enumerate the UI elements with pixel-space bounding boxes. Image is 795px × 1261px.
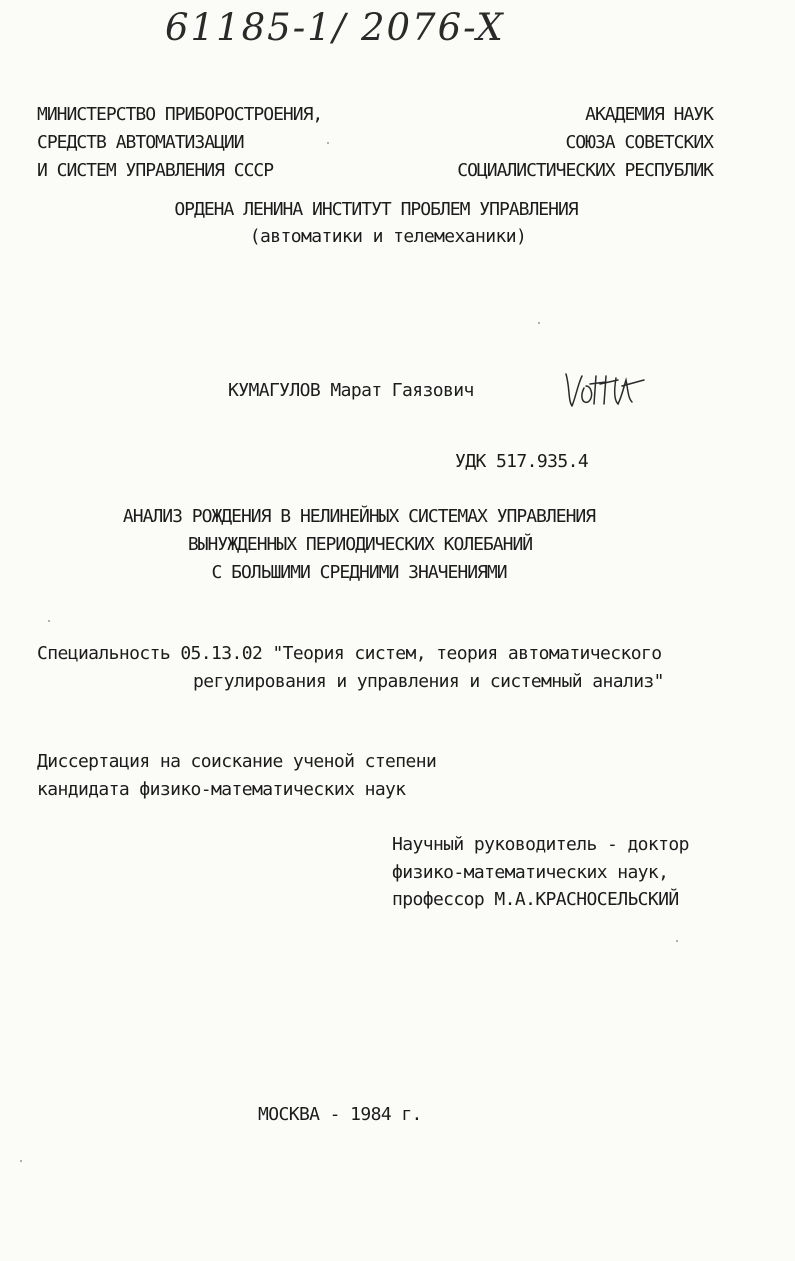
specialty-line-2: регулирования и управления и системный анализ"	[193, 671, 664, 692]
scan-speck	[327, 142, 329, 144]
dissertation-line-1: Диссертация на соискание ученой степени	[37, 751, 437, 772]
archive-mark: 61185-1/ 2076-X	[165, 6, 505, 49]
scan-speck	[676, 940, 678, 942]
left-org-line-1: МИНИСТЕРСТВО ПРИБОРОСТРОЕНИЯ,	[37, 104, 323, 125]
left-org-line-2: СРЕДСТВ АВТОМАТИЗАЦИИ	[37, 132, 244, 153]
institute-subtitle: (автоматики и телемеханики)	[249, 226, 527, 247]
dissertation-line-2: кандидата физико-математических наук	[37, 779, 406, 800]
specialty-line-1: Специальность 05.13.02 "Теория систем, теория автоматического	[37, 643, 662, 664]
scan-speck	[48, 620, 50, 622]
author-signature	[560, 366, 650, 414]
left-org-line-3: И СИСТЕМ УПРАВЛЕНИЯ СССР	[37, 160, 274, 181]
right-org-line-1: АКАДЕМИЯ НАУК	[585, 104, 713, 125]
signature-text	[0, 0, 5, 1]
city-year: МОСКВА - 1984 г.	[258, 1104, 422, 1125]
title-line-1: АНАЛИЗ РОЖДЕНИЯ В НЕЛИНЕЙНЫХ СИСТЕМАХ УПРАВЛЕНИЯ	[122, 506, 596, 527]
supervisor-line-3: профессор М.А.КРАСНОСЕЛЬСКИЙ	[392, 889, 679, 910]
title-line-3: С БОЛЬШИМИ СРЕДНИМИ ЗНАЧЕНИЯМИ	[211, 562, 507, 583]
scan-speck	[20, 1160, 22, 1162]
right-org-line-2: СОЮЗА СОВЕТСКИХ	[565, 132, 713, 153]
udc-code: УДК 517.935.4	[455, 451, 589, 472]
supervisor-line-2: физико-математических наук,	[392, 862, 669, 883]
institute-name: ОРДЕНА ЛЕНИНА ИНСТИТУТ ПРОБЛЕМ УПРАВЛЕНИЯ	[174, 199, 578, 220]
title-line-2: ВЫНУЖДЕННЫХ ПЕРИОДИЧЕСКИХ КОЛЕБАНИЙ	[187, 534, 533, 555]
supervisor-line-1: Научный руководитель - доктор	[392, 834, 689, 855]
right-org-line-3: СОЦИАЛИСТИЧЕСКИХ РЕСПУБЛИК	[457, 160, 713, 181]
scan-speck	[538, 322, 540, 324]
author-name: КУМАГУЛОВ Марат Гаязович	[228, 380, 474, 401]
